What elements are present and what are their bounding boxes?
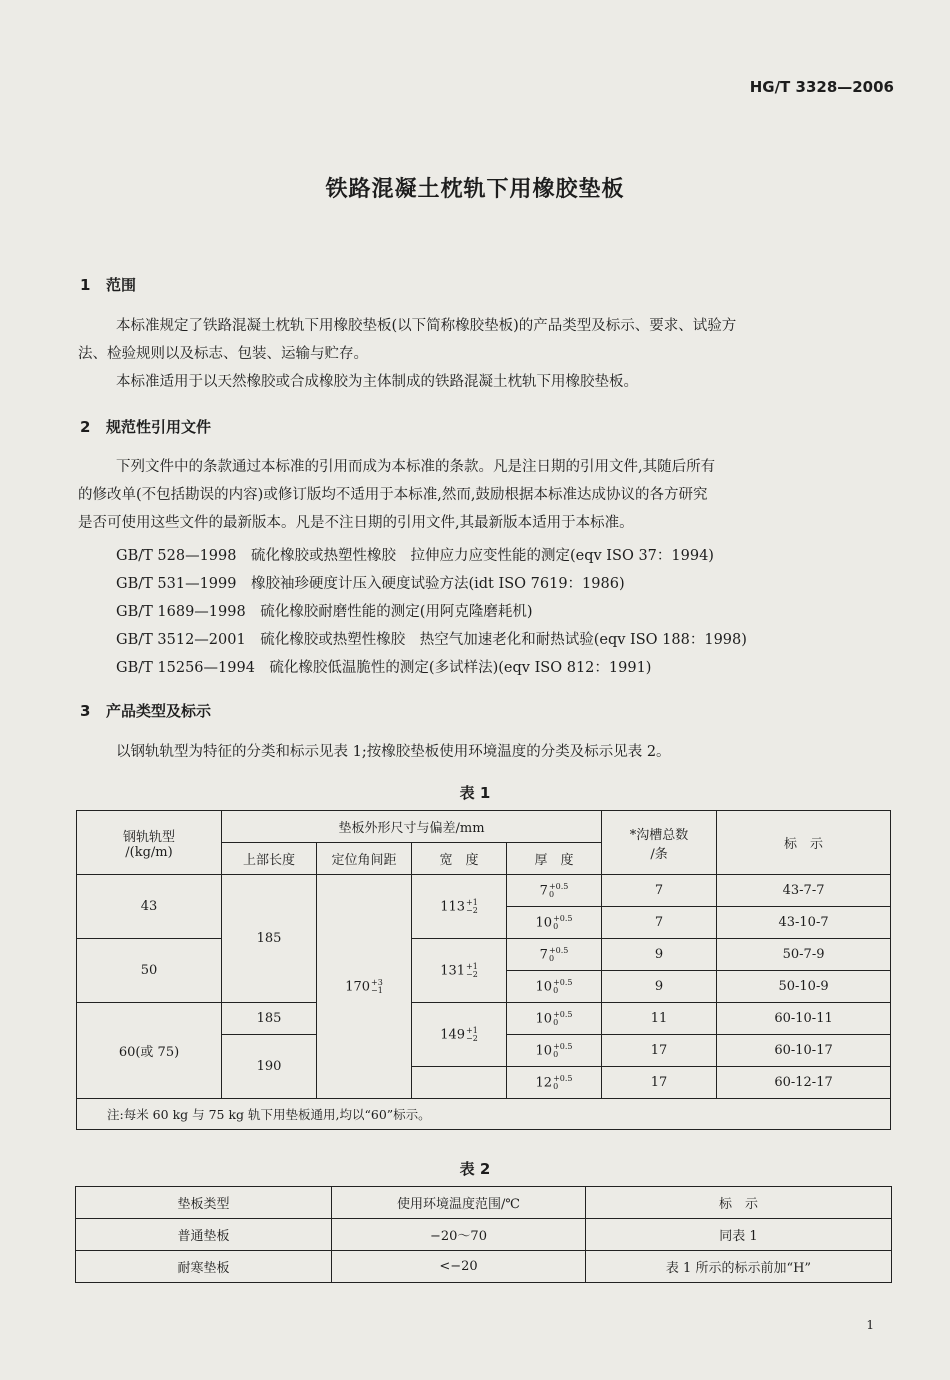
thickness-value: 10 [535, 1011, 553, 1026]
thickness-value: 12 [535, 1075, 553, 1090]
table-row [77, 939, 891, 971]
width-cell [412, 1003, 507, 1067]
thickness-cell [507, 1067, 602, 1099]
table-2 [75, 1186, 892, 1283]
width-tolerance [466, 1027, 478, 1043]
table-row [76, 1251, 892, 1283]
header-marking: 标 示 [717, 811, 891, 875]
tolerance-upper: +0.5 [553, 913, 573, 923]
header-rail-type-label: 钢轨轨型 [122, 829, 175, 845]
section-2-number: 2 [80, 418, 91, 436]
width-cell-empty [412, 1067, 507, 1099]
tolerance-upper: +0.5 [553, 1009, 573, 1019]
reference-item: GB/T 1689—1998 硫化橡胶耐磨性能的测定(用阿克隆磨耗机) [116, 604, 533, 620]
section-2-body [78, 453, 893, 537]
tolerance-upper: +0.5 [553, 1041, 573, 1051]
section-1-title: 范围 [106, 276, 137, 294]
reference-item: GB/T 528—1998 硫化橡胶或热塑性橡胶 拉伸应力应变性能的测定(eqv ISO 37：1994) [116, 548, 714, 564]
standard-number: HG/T 3328—2006 [749, 78, 894, 96]
tolerance-lower: 0 [553, 985, 559, 995]
tolerance-lower: 0 [548, 889, 555, 899]
top-length-cell: 185 [222, 875, 317, 1003]
tolerance-lower: 0 [553, 1081, 559, 1091]
width-value: 149 [440, 1027, 466, 1042]
thickness-tolerance [553, 1011, 572, 1027]
reference-item: GB/T 15256—1994 硫化橡胶低温脆性的测定(多试样法)(eqv ISO 812：1991) [116, 660, 652, 676]
tolerance-upper: +0.5 [553, 977, 573, 987]
tolerance-upper: +3 [371, 977, 383, 987]
section-1-body [78, 312, 893, 396]
header-pad-type: 垫板类型 [76, 1187, 332, 1219]
marking-cell: 43-10-7 [717, 907, 891, 939]
table-1-note: 注:每米 60 kg 与 75 kg 轨下用垫板通用,均以“60”标示。 [77, 1099, 891, 1130]
header-rail-type-unit: /(kg/m) [125, 844, 173, 860]
marking-cell: 60-10-17 [717, 1035, 891, 1067]
marking-cell: 43-7-7 [717, 875, 891, 907]
width-cell [412, 875, 507, 939]
thickness-cell [507, 1003, 602, 1035]
grooves-cell: 9 [602, 971, 717, 1003]
table-row [77, 875, 891, 907]
thickness-value: 7 [539, 883, 548, 898]
thickness-value: 10 [535, 915, 553, 930]
header-temperature-range: 使用环境温度范围/℃ [332, 1187, 586, 1219]
section-1-line: 本标准规定了铁路混凝土枕轨下用橡胶垫板(以下简称橡胶垫板)的产品类型及标示、要求、试验方 [116, 318, 737, 334]
section-3-heading [80, 700, 211, 721]
width-value: 113 [440, 899, 466, 914]
header-rail-type [77, 811, 222, 875]
section-2-line: 的修改单(不包括勘误的内容)或修订版均不适用于本标准,然而,鼓励根据本标准达成协议的各方研究 [78, 487, 708, 503]
reference-item: GB/T 531—1999 橡胶袖珍硬度计压入硬度试验方法(idt ISO 7619：1986) [116, 576, 625, 592]
width-tolerance [466, 899, 478, 915]
thickness-tolerance [553, 1043, 572, 1059]
header-thickness: 厚 度 [507, 843, 602, 875]
header-grooves [602, 811, 717, 875]
tolerance-lower: −2 [466, 1033, 478, 1043]
section-2-line: 是否可使用这些文件的最新版本。凡是不注日期的引用文件,其最新版本适用于本标准。 [78, 515, 634, 531]
section-2-heading [80, 416, 211, 437]
position-distance-value: 170 [345, 979, 371, 994]
reference-item: GB/T 3512—2001 硫化橡胶或热塑性橡胶 热空气加速老化和耐热试验(eqv ISO 188：1998) [116, 632, 747, 648]
grooves-cell: 7 [602, 875, 717, 907]
rail-type-cell: 60(或 75) [77, 1003, 222, 1099]
section-3-number: 3 [80, 702, 91, 720]
tolerance-lower: −1 [371, 985, 383, 995]
thickness-value: 10 [535, 1043, 553, 1058]
tolerance-upper: +0.5 [553, 1073, 573, 1083]
grooves-cell: 17 [602, 1067, 717, 1099]
document-title: 铁路混凝土枕轨下用橡胶垫板 [325, 177, 625, 202]
header-marking: 标 示 [586, 1187, 892, 1219]
table-row [76, 1219, 892, 1251]
width-value: 131 [440, 963, 466, 978]
section-1-line: 本标准适用于以天然橡胶或合成橡胶为主体制成的铁路混凝土枕轨下用橡胶垫板。 [116, 374, 638, 390]
thickness-cell [507, 875, 602, 907]
marking-cell: 50-7-9 [717, 939, 891, 971]
section-2-title: 规范性引用文件 [106, 418, 212, 436]
tolerance-lower: 0 [553, 1049, 559, 1059]
thickness-cell [507, 971, 602, 1003]
section-1-number: 1 [80, 276, 91, 294]
position-distance-tolerance [371, 979, 383, 995]
marking-cell: 同表 1 [586, 1219, 892, 1251]
section-3-body [78, 738, 893, 766]
thickness-value: 10 [535, 979, 553, 994]
table-1 [76, 810, 891, 1130]
table-1-header-row [77, 811, 891, 843]
thickness-value: 7 [539, 947, 548, 962]
position-distance-cell [317, 875, 412, 1099]
header-top-length: 上部长度 [222, 843, 317, 875]
temperature-range-cell: −20～70 [332, 1219, 586, 1251]
width-cell [412, 939, 507, 1003]
section-3-text: 以钢轨轨型为特征的分类和标示见表 1;按橡胶垫板使用环境温度的分类及标示见表 2。 [116, 744, 671, 760]
thickness-cell [507, 1035, 602, 1067]
thickness-tolerance [549, 883, 568, 899]
thickness-tolerance [553, 979, 572, 995]
thickness-cell [507, 939, 602, 971]
tolerance-upper: +0.5 [548, 945, 569, 955]
grooves-cell: 7 [602, 907, 717, 939]
marking-cell: 60-12-17 [717, 1067, 891, 1099]
tolerance-lower: 0 [548, 953, 555, 963]
grooves-cell: 17 [602, 1035, 717, 1067]
thickness-tolerance [553, 915, 572, 931]
header-grooves-label: *沟槽总数 [629, 827, 689, 843]
section-1-heading [80, 274, 136, 295]
tolerance-upper: +0.5 [548, 881, 569, 891]
width-tolerance [466, 963, 478, 979]
rail-type-cell: 50 [77, 939, 222, 1003]
tolerance-upper: +1 [466, 961, 478, 971]
header-width: 宽 度 [412, 843, 507, 875]
marking-cell: 60-10-11 [717, 1003, 891, 1035]
table-1-caption: 表 1 [459, 784, 491, 802]
grooves-cell: 11 [602, 1003, 717, 1035]
pad-type-cell: 耐寒垫板 [76, 1251, 332, 1283]
page-number: 1 [866, 1318, 874, 1332]
tolerance-upper: +1 [466, 897, 478, 907]
temperature-range-cell: <−20 [332, 1251, 586, 1283]
section-1-line: 法、检验规则以及标志、包装、运输与贮存。 [78, 346, 368, 362]
marking-cell: 表 1 所示的标示前加“H” [586, 1251, 892, 1283]
top-length-cell: 190 [222, 1035, 317, 1099]
top-length-cell: 185 [222, 1003, 317, 1035]
tolerance-lower: 0 [553, 921, 559, 931]
table-2-header-row [76, 1187, 892, 1219]
table-row [77, 1003, 891, 1035]
table-2-caption: 表 2 [459, 1160, 491, 1178]
section-2-line: 下列文件中的条款通过本标准的引用而成为本标准的条款。凡是注日期的引用文件,其随后所有 [116, 459, 716, 475]
section-3-title: 产品类型及标示 [106, 702, 212, 720]
table-1-note-row [77, 1099, 891, 1130]
rail-type-cell: 43 [77, 875, 222, 939]
marking-cell: 50-10-9 [717, 971, 891, 1003]
thickness-tolerance [553, 1075, 572, 1091]
header-grooves-unit: /条 [650, 846, 668, 862]
pad-type-cell: 普通垫板 [76, 1219, 332, 1251]
tolerance-upper: +1 [466, 1025, 478, 1035]
tolerance-lower: −2 [466, 969, 478, 979]
tolerance-lower: 0 [553, 1017, 559, 1027]
header-position-distance: 定位角间距 [317, 843, 412, 875]
thickness-cell [507, 907, 602, 939]
tolerance-lower: −2 [466, 905, 478, 915]
grooves-cell: 9 [602, 939, 717, 971]
thickness-tolerance [549, 947, 568, 963]
header-dimensions: 垫板外形尺寸与偏差/mm [222, 811, 602, 843]
